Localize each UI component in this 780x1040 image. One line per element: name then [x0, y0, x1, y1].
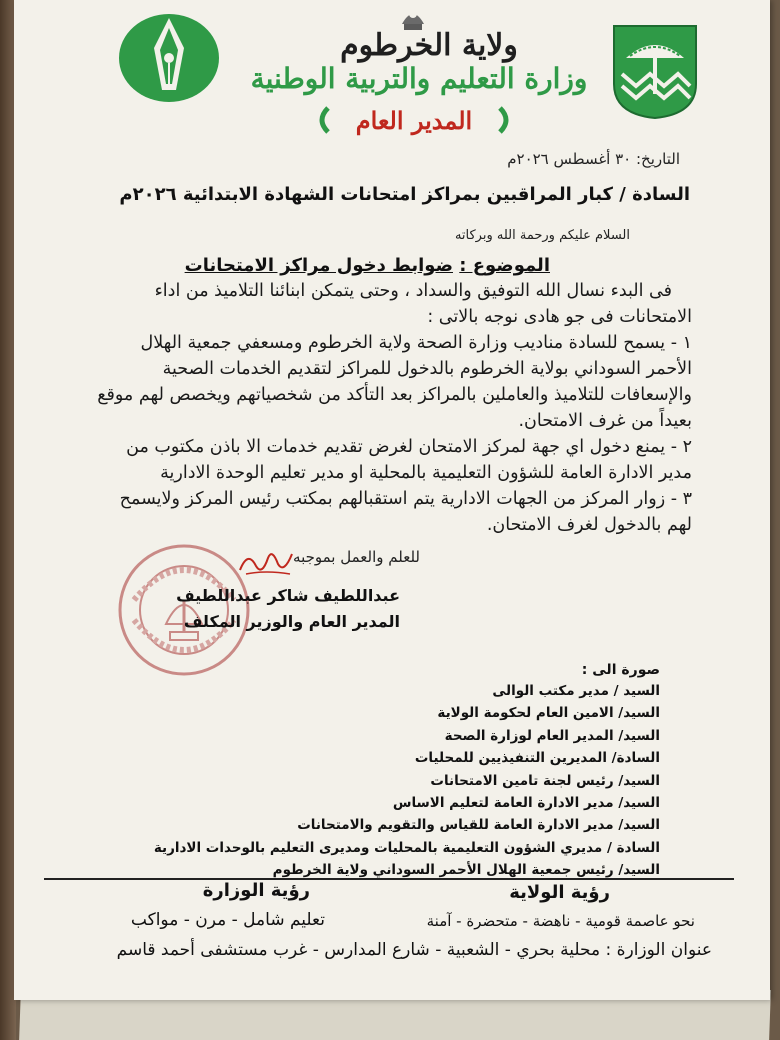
letter-page — [14, 0, 770, 1000]
signature — [236, 540, 296, 580]
office-title: المدير العام — [355, 106, 473, 135]
copy-recipient: السيد / مدير مكتب الوالى — [492, 683, 660, 699]
state-vision-title: رؤية الولاية — [509, 882, 610, 903]
copy-recipient: السيد/ المدير العام لوزارة الصحة — [444, 727, 660, 744]
copies-list — [140, 662, 660, 882]
copy-recipient: السيد/ رئيس جمعية الهلال الأحمر السوداني ولاية الخرطوم — [272, 862, 660, 879]
greeting: السلام عليكم ورحمة الله وبركاته — [454, 228, 630, 243]
ministry-name: وزارة التعليم والتربية الوطنية — [250, 62, 588, 95]
closing-line: للعلم والعمل بموجبه — [293, 548, 420, 566]
copy-recipient: السيد/ رئيس لجنة تامين الامتحانات — [430, 772, 660, 789]
instruction-item: ١ - يسمح للسادة مناديب وزارة الصحة ولاية الخرطوم ومسعفي جمعية الهلال الأحمر السوداني بولاية الخرطوم بالدخول للمراكز لتقديم الخدمات الصحية والإسعافات للتلاميذ والعاملين بالمراكز بعد التأكد من شخصياتهم ويخصص لهم موقع بعيداً من غرف الامتحان. — [97, 333, 692, 431]
addressee: السادة / كبار المراقبين بمراكز امتحانات الشهادة الابتدائية ٢٠٢٦م — [119, 184, 690, 205]
footer-divider — [44, 878, 734, 880]
copies-title: صورة الى : — [581, 662, 660, 678]
ministry-address: عنوان الوزارة : محلية بحري - الشعبية - شارع المدارس - غرب مستشفى أحمد قاسم — [116, 940, 712, 960]
instruction-item: ٢ - يمنع دخول اي جهة لمركز الامتحان لغرض تقديم خدمات الا باذن مكتوب من مدير الادارة العامة للشؤون التعليمية بالمحلية او مدير تعليم الوحدة الادارية — [126, 437, 692, 483]
copy-recipient: السادة / مديري الشؤون التعليمية بالمحليات ومديرى التعليم بالوحدات الادارية — [153, 839, 660, 856]
letter-date: التاريخ: ٣٠ أغسطس ٢٠٢٦م — [507, 150, 680, 168]
copy-recipient: السادة/ المديرين التنفيذيين للمحليات — [414, 750, 660, 767]
ministry-vision-title: رؤية الوزارة — [202, 880, 310, 901]
pen-nib-logo-icon — [114, 8, 224, 108]
intro-paragraph: فى البدء نسال الله التوفيق والسداد ، وحتى يتمكن ابنائنا التلاميذ من اداء الامتحانات فى جو هادى نوجه بالاتى : — [154, 281, 692, 327]
subject-text: ضوابط دخول مراكز الامتحانات — [184, 255, 453, 276]
state-vision: نحو عاصمة قومية - ناهضة - متحضرة - آمنة — [426, 912, 695, 930]
copy-recipient: السيد/ الامين العام لحكومة الولاية — [437, 705, 660, 722]
letter-body — [92, 278, 692, 538]
khartoum-emblem-icon — [612, 24, 698, 120]
instruction-item: ٣ - زوار المركز من الجهات الادارية يتم استقبالهم بمكتب رئيس المركز ولايسمح لهم بالدخول لغرف الامتحان. — [119, 489, 692, 535]
copy-recipient: السيد/ مدير الادارة العامة للقياس والتقويم والامتحانات — [297, 817, 660, 834]
official-stamp — [114, 540, 254, 680]
subject-label: الموضوع : — [459, 255, 550, 276]
copy-recipient: السيد/ مدير الادارة العامة لتعليم الاساس — [392, 795, 660, 812]
signer-name: عبداللطيف شاكر عبداللطيف — [176, 586, 400, 605]
ministry-vision: تعليم شامل - مرن - مواكب — [130, 910, 325, 930]
office-banner — [314, 102, 514, 138]
state-name: ولاية الخرطوم — [340, 28, 518, 63]
subject-line — [185, 255, 550, 276]
signer-title: المدير العام والوزير المكلف — [183, 612, 400, 631]
